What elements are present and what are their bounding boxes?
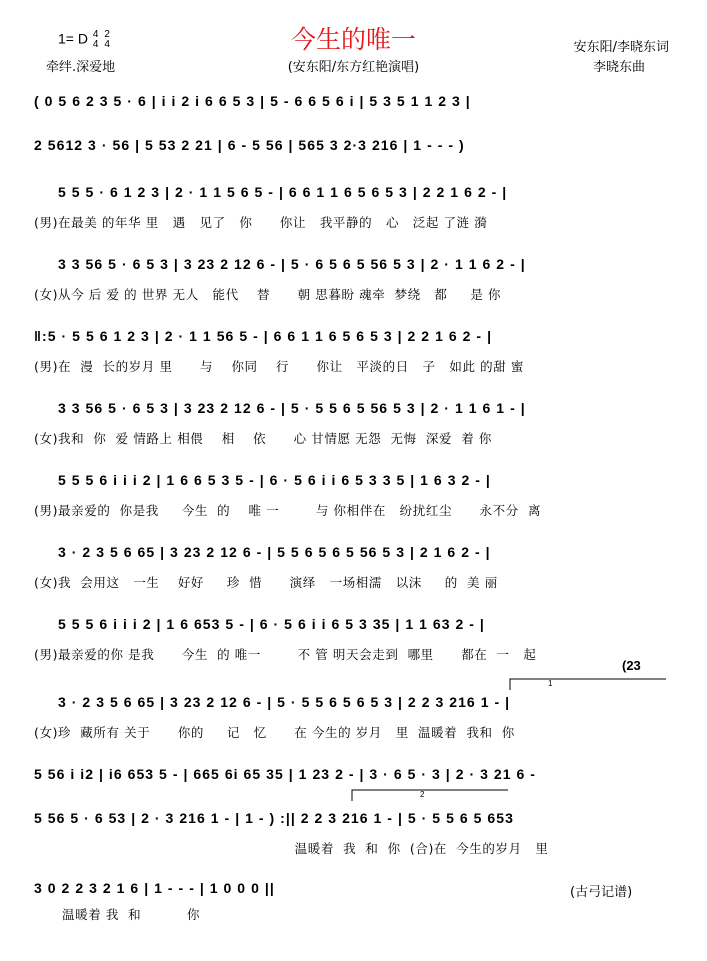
svg-text:1: 1 (548, 679, 553, 688)
score-system-4 (34, 249, 669, 311)
notation-line: 5 5 5 6 i i i 2 | 1 6 653 5 - | 6 · 5 6 i i 6 5 3 35 | 1 1 63 2 - | (58, 616, 485, 632)
volta-bracket-2 (350, 787, 510, 801)
score-system-1 (34, 86, 669, 130)
notation-line: 3 · 2 3 5 6 65 | 3 23 2 12 6 - | 5 · 5 5 6 5 6 5 3 | 2 2 3 216 1 - | (58, 694, 511, 710)
svg-text:2: 2 (420, 790, 425, 799)
lyric-line: 温暖着 我 和 你 (62, 907, 201, 922)
transcriber-credit: (古弓记谱) (570, 885, 633, 900)
score-system-9 (34, 609, 669, 671)
notation-line: 3 · 2 3 5 6 65 | 3 23 2 12 6 - | 5 5 6 5 6 5 56 5 3 | 2 1 6 2 - | (58, 544, 491, 560)
repeat-start-sign: ‖: (34, 328, 48, 344)
score-system-12 (34, 803, 669, 865)
notation-line: 2 5612 3 · 56 | 5 53 2 21 | 6 - 5 56 | 565 3 2·3 216 | 1 - - - ) (34, 137, 465, 153)
notation-line: 5 56 5 · 6 53 | 2 · 3 216 1 - | 1 - ) :|| 2 2 3 216 1 - | 5 · 5 5 6 5 653 (34, 810, 514, 826)
notation-line: 3 3 56 5 · 6 5 3 | 3 23 2 12 6 - | 5 · 5 5 6 5 56 5 3 | 2 · 1 1 6 1 - | (58, 400, 526, 416)
key-signature (58, 30, 111, 50)
lyric-line: (女)从今 后 爱 的 世界 无人 能代 替 朝 思暮盼 魂牵 梦绕 都 是 你 (34, 287, 502, 302)
key-label: 1= D (58, 30, 88, 47)
volta-label: (23 (622, 658, 641, 673)
notation-line: ( 0 5 6 2 3 5 · 6 | i i 2 i 6 6 5 3 | 5 - 6 6 5 6 i | 5 3 5 1 1 2 3 | (34, 93, 471, 109)
notation-line: 3 0 2 2 3 2 1 6 | 1 - - - | 1 0 0 0 || (34, 880, 275, 896)
lyricist: 安东阳/李晓东词 (573, 40, 669, 55)
notation-line: 5 5 5 6 i i i 2 | 1 6 6 5 3 5 - | 6 · 5 6 i i 6 5 3 3 5 | 1 6 3 2 - | (58, 472, 491, 488)
score-system-5 (34, 321, 669, 383)
lyric-line: (男)最亲爱的 你是我 今生 的 唯 一 与 你相伴在 纷扰红尘 永不分 离 (34, 503, 542, 518)
time-signature-b: 2 4 (104, 29, 110, 50)
notation-line: 5 56 i i2 | i6 653 5 - | 665 6i 65 35 | 1 23 2 - | 3 · 6 5 · 3 | 2 · 3 21 6 - (34, 766, 537, 782)
score-system-3 (34, 177, 669, 239)
performers: (安东阳/东方红艳演唱) (287, 60, 420, 75)
composer: 李晓东曲 (592, 60, 645, 75)
subtitle-left: 牵绊.深爱地 (46, 60, 116, 75)
lyric-line: (女)珍 藏所有 关于 你的 记 忆 在 今生的 岁月 里 温暖着 我和 你 (34, 725, 515, 740)
lyric-line: (女)我和 你 爱 情路上 相偎 相 依 心 甘情愿 无怨 无悔 深爱 着 你 (34, 431, 492, 446)
score-system-6 (34, 393, 669, 455)
notation-line: ‖:5 · 5 5 6 1 2 3 | 2 · 1 1 56 5 - | 6 6 1 1 6 5 6 5 3 | 2 2 1 6 2 - | (34, 328, 493, 344)
song-title: 今生的唯一 (290, 25, 416, 54)
lyric-line: (男)在 漫 长的岁月 里 与 你同 行 你让 平淡的日 子 如此 的甜 蜜 (34, 359, 524, 374)
time-signature-a: 4 4 (92, 29, 99, 50)
notation-line: 5 5 5 · 6 1 2 3 | 2 · 1 1 5 6 5 - | 6 6 1 1 6 5 6 5 3 | 2 2 1 6 2 - | (58, 184, 508, 200)
score-system-2 (34, 130, 669, 174)
notation-line: 3 3 56 5 · 6 5 3 | 3 23 2 12 6 - | 5 · 6 5 6 5 56 5 3 | 2 · 1 1 6 2 - | (58, 256, 526, 272)
lyric-line: (男)最亲爱的你 是我 今生 的 唯一 不 管 明天会走到 哪里 都在 一 起 (34, 647, 537, 662)
lyric-line: (女)我 会用这 一生 好好 珍 惜 演绎 一场相濡 以沫 的 美 丽 (34, 575, 498, 590)
lyric-line: (男)在最美 的年华 里 遇 见了 你 你让 我平静的 心 泛起 了涟 漪 (34, 215, 488, 230)
score-system-8 (34, 537, 669, 599)
score-system-10 (34, 687, 669, 749)
lyric-line: 温暖着 我 和 你 (合)在 今生的岁月 里 (34, 841, 549, 856)
score-system-7 (34, 465, 669, 527)
